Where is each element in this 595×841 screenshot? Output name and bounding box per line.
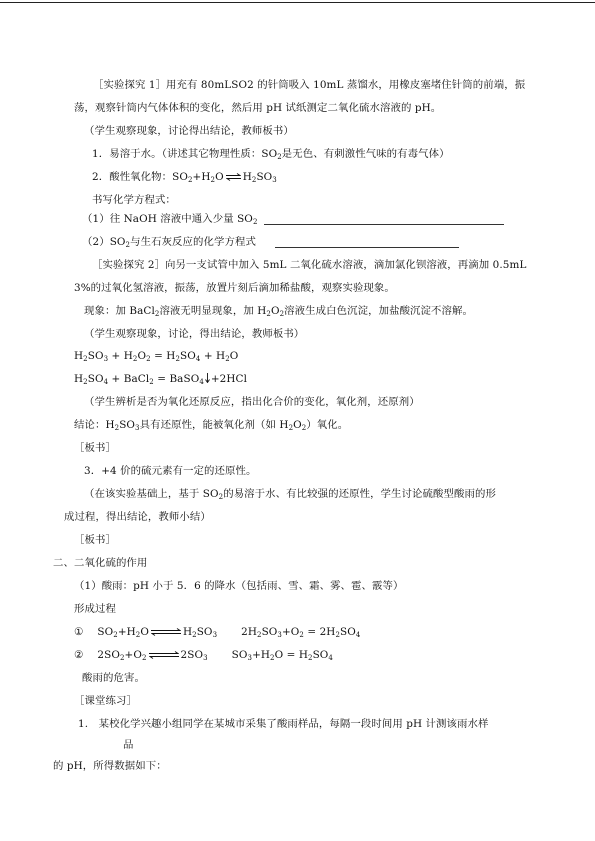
harm-line: 酸雨的危害。 [82,672,145,684]
answer-blank-1[interactable] [264,215,504,225]
section-2-heading: 二、二氧化硫的作用 [53,557,148,569]
item2-line: 2．酸性氧化物：$SO_2+H_2O$ $H_2SO_3$ [92,171,277,184]
judge-line: （学生辨析是否为氧化还原反应，指出化合价的变化，氧化剂，还原剂） [84,396,420,408]
board-label-2: ［板书］ [74,534,116,546]
conclusion-line: 结论：$H_2SO_3$具有还原性，能被氧化剂（如 $H_2O_2$）氧化。 [74,419,349,432]
write-equation-line: 书写化学方程式： [92,194,176,206]
reaction-1: ① $SO_2+H_2O$ $H_2SO_3$ $2H_2SO_3+O_2 = 2H_2SO_4$ [74,626,361,639]
exercise1-line2: 品 [123,739,134,751]
observe1-line: （学生观察现象，讨论得出结论，教师板书） [84,125,294,137]
exercise1-line1: 1. 某校化学兴趣小组同学在某城市采集了酸雨样品，每隔一段时间用 pH 计测该雨水样 [78,718,489,730]
equation-1: $H_2SO_3 + H_2O_2 = H_2SO_4 + H_2O$ [74,350,239,363]
item3-line: 3．+4 价的硫元素有一定的还原性。 [84,465,257,477]
board-label-1: ［板书］ [74,442,116,454]
explore1-line2: 荡，观察针筒内气体体积的变化，然后用 pH 试纸测定二氧化硫水溶液的 pH。 [74,102,442,114]
formation-label: 形成过程 [74,603,116,615]
top-rule [0,2,595,3]
phenomenon-line: 现象：加 BaCl$_2$溶液无明显现象，加 $H_2O_2$溶液生成白色沉淀，加盐酸沉淀不溶解。 [84,305,474,318]
item1-line: 1．易溶于水。（讲述其它物理性质：$SO_2$是无色、有刺激性气味的有毒气体） [92,148,450,161]
answer-blank-2[interactable] [275,238,459,248]
exercise1-line3: 的 pH，所得数据如下： [53,760,167,772]
question2-line: $(2)SO_2$与生石灰反应的化学方程式 [82,236,256,249]
discuss-line2: 成过程，得出结论，教师小结） [64,511,211,523]
equilibrium-arrow-icon [151,628,181,636]
equilibrium-arrow-icon [226,173,241,181]
equilibrium-arrow-icon [149,651,179,659]
discuss-line1: （在该实验基础上，基于 $SO_2$的易溶于水、有比较强的还原性，学生讨论硫酸型酸雨的形 [84,488,496,501]
precipitate-arrow-icon [205,373,210,383]
explore1-line1: ［实验探究 1］用充有 80mLSO2 的针筒吸入 10mL 蒸馏水，用橡皮塞堵住针筒的前端，振 [93,79,526,91]
acid-rain-definition: （1）酸雨：pH 小于 5．6 的降水（包括雨、雪、霜、雾、雹、霰等） [74,580,404,592]
explore2-line1: ［实验探究 2］向另一支试管中加入 5mL 二氧化硫水溶液，滴加氯化钡溶液，再滴加 0.5mL [92,259,527,271]
observe2-line: （学生观察现象，讨论，得出结论，教师板书） [84,328,305,340]
equation-2: $H_2SO_4$ + BaCl$_2$ = BaSO$_4$ +2HCl [74,373,248,386]
practice-label: ［课堂练习］ [74,695,137,707]
reaction-2: ② $2SO_2+O_2$ $2SO_3$ $SO_3+H_2O = H_2SO_4$ [74,649,333,662]
question1-line: （1）往 NaOH 溶液中通入少量 $SO_2$ [82,213,258,226]
explore2-line2: 3%的过氧化氢溶液，振荡，放置片刻后滴加稀盐酸，观察实验现象。 [74,282,395,294]
